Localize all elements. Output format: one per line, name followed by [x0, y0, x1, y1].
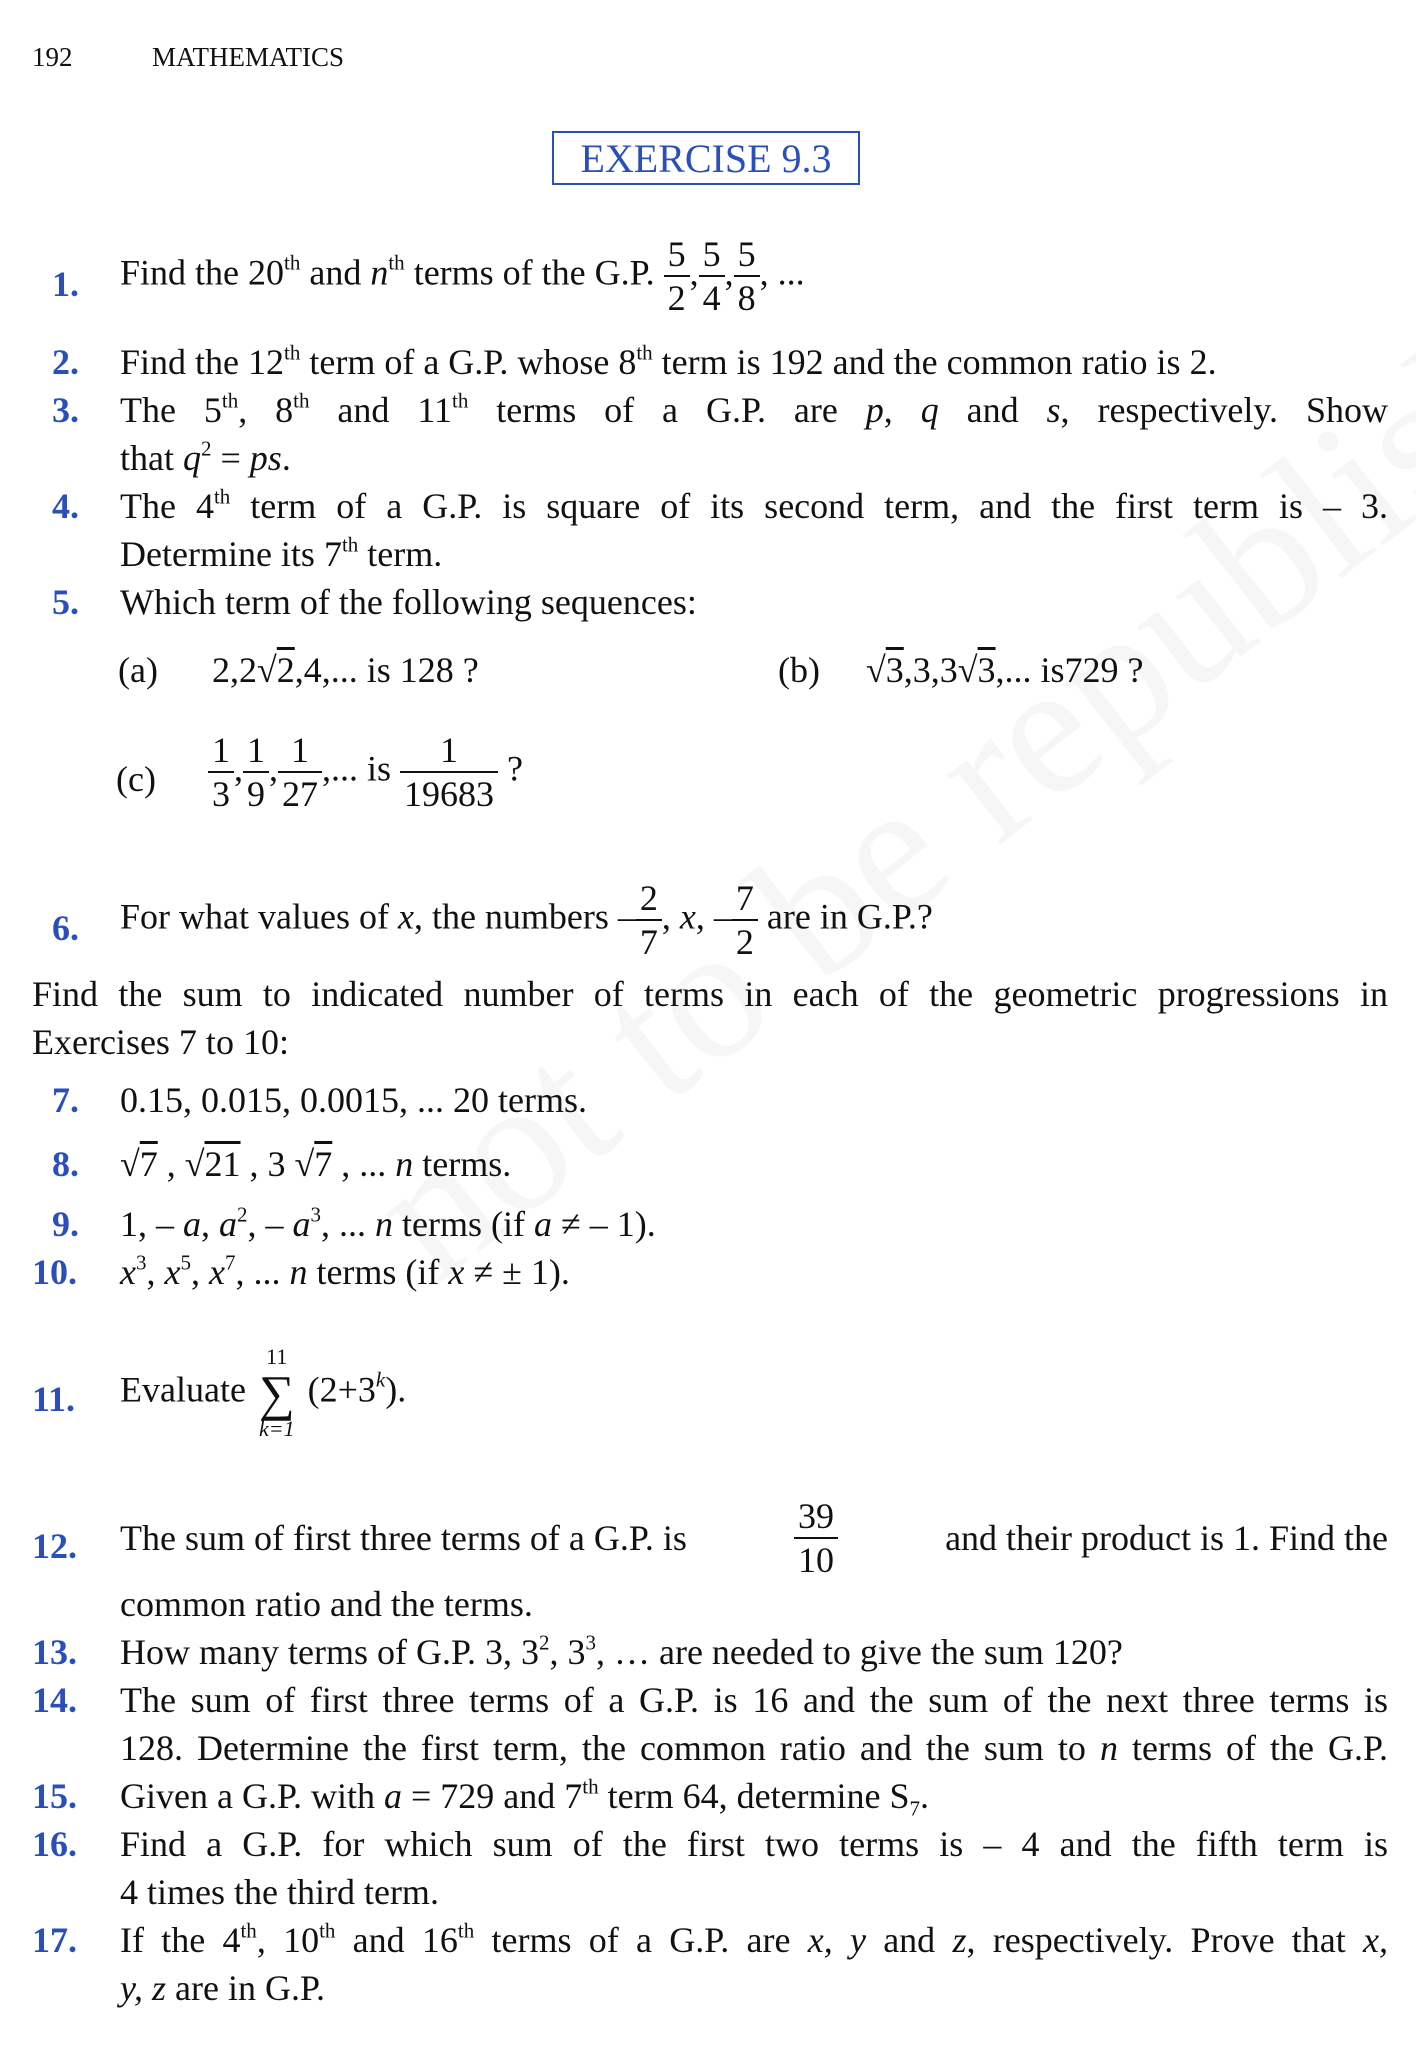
question-12-line-2: common ratio and the terms.: [120, 1584, 533, 1624]
intro-line-2: Exercises 7 to 10:: [32, 1022, 289, 1062]
question-number-1: 1.: [52, 264, 79, 304]
part-5a-label: (a): [118, 650, 158, 690]
question-3-line-2: that $q^2$ = ps.: [120, 436, 291, 478]
question-5: Which term of the following sequences:: [120, 582, 697, 622]
fraction: $\frac{5}{2}$: [664, 236, 690, 316]
part-5c-label: (c): [116, 759, 156, 799]
part-5b: √3,3,3√3,... is729 ?: [866, 650, 1144, 690]
question-number-8: 8.: [52, 1144, 79, 1184]
part-5a: 2,2√2,4,... is 128 ?: [212, 650, 479, 690]
question-7: 0.15, 0.015, 0.0015, ... 20 terms.: [120, 1080, 587, 1120]
question-number-10: 10.: [32, 1252, 77, 1292]
question-number-16: 16.: [32, 1824, 77, 1864]
fraction: $\frac{2}{7}$: [636, 880, 662, 960]
part-5c: $\frac{1}{3}$ , $\frac{1}{9}$ , $\frac{1}{27}$ ,... is $\frac{1}{19683}$ ?: [208, 732, 523, 812]
question-4-line-2: Determine its 7th term.: [120, 532, 443, 574]
question-number-13: 13.: [32, 1632, 77, 1672]
question-14-line-2: 128. Determine the first term, the common ratio and the sum to n terms of the G.P.: [120, 1728, 1388, 1768]
question-10: $x^3$, $x^5$, $x^7$, ... n terms (if x ≠ ± 1).: [120, 1250, 570, 1292]
question-number-12: 12.: [32, 1526, 77, 1566]
fraction: $\frac{7}{2}$: [732, 880, 758, 960]
running-header: MATHEMATICS: [152, 42, 345, 72]
question-17-line-2: y, z are in G.P.: [120, 1968, 325, 2008]
exercise-title-text: EXERCISE 9.3: [580, 135, 832, 181]
question-8: √7 , √21 , 3 √7 , ... n terms.: [120, 1144, 512, 1184]
fraction: $\frac{1}{3}$: [208, 732, 234, 812]
question-number-9: 9.: [52, 1204, 79, 1244]
question-14-line-1: The sum of first three terms of a G.P. is 16 and the sum of the next three terms is: [120, 1680, 1388, 1720]
question-number-17: 17.: [32, 1920, 77, 1960]
fraction: $\frac{1}{27}$: [278, 732, 322, 812]
question-number-5: 5.: [52, 582, 79, 622]
fraction: $\frac{1}{19683}$: [400, 732, 498, 812]
question-number-3: 3.: [52, 390, 79, 430]
question-number-15: 15.: [32, 1776, 77, 1816]
intro-line-1: Find the sum to indicated number of terms in each of the geometric progressions in: [32, 974, 1388, 1014]
exercise-title: [552, 131, 860, 185]
question-number-4: 4.: [52, 486, 79, 526]
question-number-7: 7.: [52, 1080, 79, 1120]
question-number-14: 14.: [32, 1680, 77, 1720]
fraction: $\frac{1}{9}$: [243, 732, 269, 812]
question-number-11: 11.: [32, 1379, 76, 1419]
fraction: $\frac{5}{8}$: [734, 236, 760, 316]
question-11: Evaluate 11 ∑ k=1 $(2+3^k)$.: [120, 1344, 407, 1441]
question-17-line-1: If the 4th, 10th and 16th terms of a G.P. are x, y and z, respectively. Prove that x,: [120, 1918, 1389, 1960]
page-number: 192: [32, 42, 73, 72]
question-number-2: 2.: [52, 342, 79, 382]
fraction: $\frac{5}{4}$: [699, 236, 725, 316]
question-16-line-1: Find a G.P. for which sum of the first two terms is – 4 and the fifth term is: [120, 1824, 1388, 1864]
question-13: How many terms of G.P. 3, $3^2$, $3^3$, … are needed to give the sum 120?: [120, 1630, 1123, 1672]
question-3-line-1: The 5th, 8th and 11th terms of a G.P. are p, q and s, respectively. Show: [120, 388, 1388, 430]
question-16-line-2: 4 times the third term.: [120, 1872, 439, 1912]
fraction: $\frac{39}{10}$: [794, 1498, 838, 1578]
question-4-line-1: The 4th term of a G.P. is square of its second term, and the first term is – 3.: [120, 484, 1388, 526]
question-6: For what values of x, the numbers – $\frac{2}{7}$ , x, – $\frac{7}{2}$ are in G.P.?: [120, 878, 933, 962]
summation: 11 ∑ k=1: [258, 1344, 295, 1441]
question-number-6: 6.: [52, 908, 79, 948]
part-5b-label: (b): [778, 650, 820, 690]
question-12-line-1: The sum of first three terms of a G.P. is $\frac{39}{10}$ and their product is 1. Find the: [120, 1496, 1388, 1580]
question-1: Find the 20th and $n^{th}$ terms of the G.P. $\frac{5}{2}$ , $\frac{5}{4}$ , $\frac{5}{8}$ , ...: [120, 234, 805, 318]
question-2: Find the 12th term of a G.P. whose 8th term is 192 and the common ratio is 2.: [120, 340, 1217, 382]
question-15: Given a G.P. with a = 729 and 7th term 64, determine $S_7$.: [120, 1774, 930, 1821]
question-9: 1, – a, $a^2$, – $a^3$, ... n terms (if a ≠ – 1).: [120, 1202, 656, 1244]
